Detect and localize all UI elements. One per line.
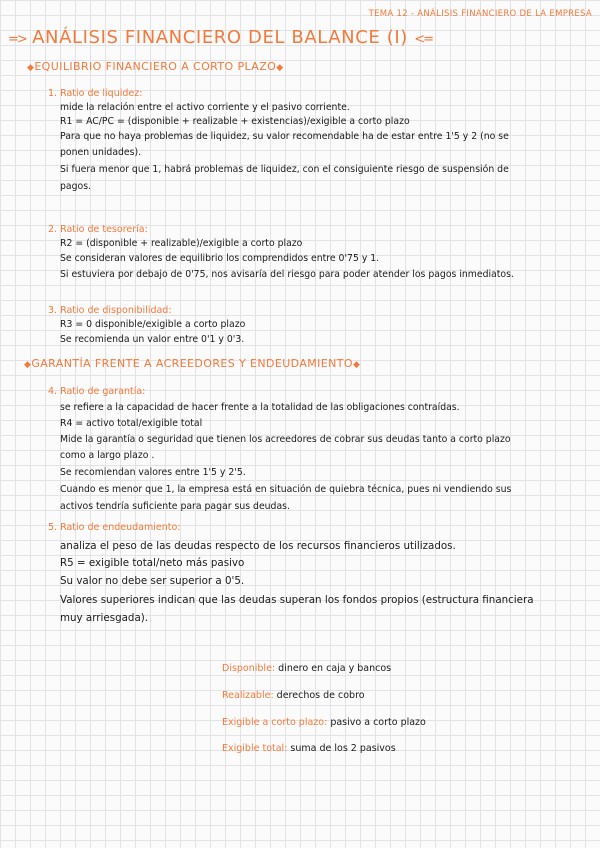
text-line: activos tendría suficiente para pagar sus deudas. bbox=[60, 501, 290, 512]
item-title-endeudamiento: 5. Ratio de endeudamiento: bbox=[48, 522, 181, 533]
diamond-icon: ◆ bbox=[24, 360, 32, 370]
text-line: Se recomiendan valores entre 1'5 y 2'5. bbox=[60, 467, 246, 478]
page-title bbox=[8, 27, 438, 48]
text-line: R5 = exigible total/neto más pasivo bbox=[60, 557, 245, 569]
text-line: Para que no haya problemas de liquidez, su valor recomendable ha de estar entre 1'5 y 2 (no se bbox=[60, 131, 509, 142]
text-line: analiza el peso de las deudas respecto de los recursos financieros utilizados. bbox=[60, 540, 456, 552]
text-line: Su valor no debe ser superior a 0'5. bbox=[60, 575, 245, 587]
section-heading-garantia: ◆GARANTÍA FRENTE A ACREEDORES Y ENDEUDAMIENTO◆ bbox=[24, 357, 361, 370]
text-line: Se recomienda un valor entre 0'1 y 0'3. bbox=[60, 334, 245, 345]
text-line: como a largo plazo . bbox=[60, 450, 155, 461]
glossary-term: Realizable: bbox=[222, 690, 274, 701]
glossary-term: Disponible: bbox=[222, 663, 276, 674]
diamond-icon: ◆ bbox=[352, 360, 361, 370]
glossary-definition: suma de los 2 pasivos bbox=[287, 743, 396, 754]
glossary-definition: derechos de cobro bbox=[273, 690, 365, 701]
title-text: ANÁLISIS FINANCIERO DEL BALANCE (I) bbox=[32, 27, 408, 48]
text-line: R2 = (disponible + realizable)/exigible a corto plazo bbox=[60, 238, 303, 249]
text-line: mide la relación entre el activo corriente y el pasivo corriente. bbox=[60, 102, 350, 113]
text-line: Mide la garantía o seguridad que tienen los acreedores de cobrar sus deudas tanto a corto plazo bbox=[60, 434, 511, 445]
glossary-item bbox=[222, 717, 426, 728]
item-title-tesoreria: 2. Ratio de tesorería: bbox=[48, 224, 148, 235]
glossary-item bbox=[222, 743, 396, 754]
header-topic: TEMA 12 - ANÁLISIS FINANCIERO DE LA EMPRESA bbox=[368, 9, 592, 19]
item-title-disponibilidad: 3. Ratio de disponibilidad: bbox=[48, 305, 172, 316]
text-line: R4 = activo total/exigible total bbox=[60, 418, 203, 429]
text-line: ponen unidades). bbox=[60, 147, 142, 158]
glossary-definition: dinero en caja y bancos bbox=[275, 663, 392, 674]
text-line: Cuando es menor que 1, la empresa está en situación de quiebra técnica, pues ni vendiendo sus bbox=[60, 484, 512, 495]
diamond-icon: ◆ bbox=[276, 63, 284, 73]
glossary-item bbox=[222, 690, 365, 701]
item-title-liquidez: 1. Ratio de liquidez: bbox=[48, 88, 143, 99]
text-line: R1 = AC/PC = (disponible + realizable + existencias)/exigible a corto plazo bbox=[60, 116, 410, 127]
text-line: se refiere a la capacidad de hacer frente a la totalidad de las obligaciones contraídas. bbox=[60, 402, 460, 413]
glossary-term: Exigible total: bbox=[222, 743, 288, 754]
glossary-definition: pasivo a corto plazo bbox=[327, 717, 426, 728]
title-deco-right: <= bbox=[414, 32, 432, 47]
text-line: Si estuviera por debajo de 0'75, nos avisaría del riesgo para poder atender los pagos inmediatos. bbox=[60, 269, 514, 280]
item-title-garantia: 4. Ratio de garantía: bbox=[48, 386, 146, 397]
glossary-item bbox=[222, 663, 391, 674]
text-line: pagos. bbox=[60, 181, 91, 192]
text-line: R3 = 0 disponible/exigible a corto plazo bbox=[60, 319, 246, 330]
text-line: Valores superiores indican que las deudas superan los fondos propios (estructura financiera bbox=[60, 594, 534, 606]
title-deco-left: => bbox=[8, 32, 26, 47]
glossary-term: Exigible a corto plazo: bbox=[222, 717, 328, 728]
text-line: Si fuera menor que 1, habrá problemas de liquidez, con el consiguiente riesgo de suspensión de bbox=[60, 164, 509, 175]
text-line: muy arriesgada). bbox=[60, 612, 149, 624]
text-line: Se consideran valores de equilibrio los comprendidos entre 0'75 y 1. bbox=[60, 253, 380, 264]
diamond-icon: ◆ bbox=[27, 63, 35, 73]
section-heading-equilibrio: ◆EQUILIBRIO FINANCIERO A CORTO PLAZO◆ bbox=[27, 60, 284, 73]
